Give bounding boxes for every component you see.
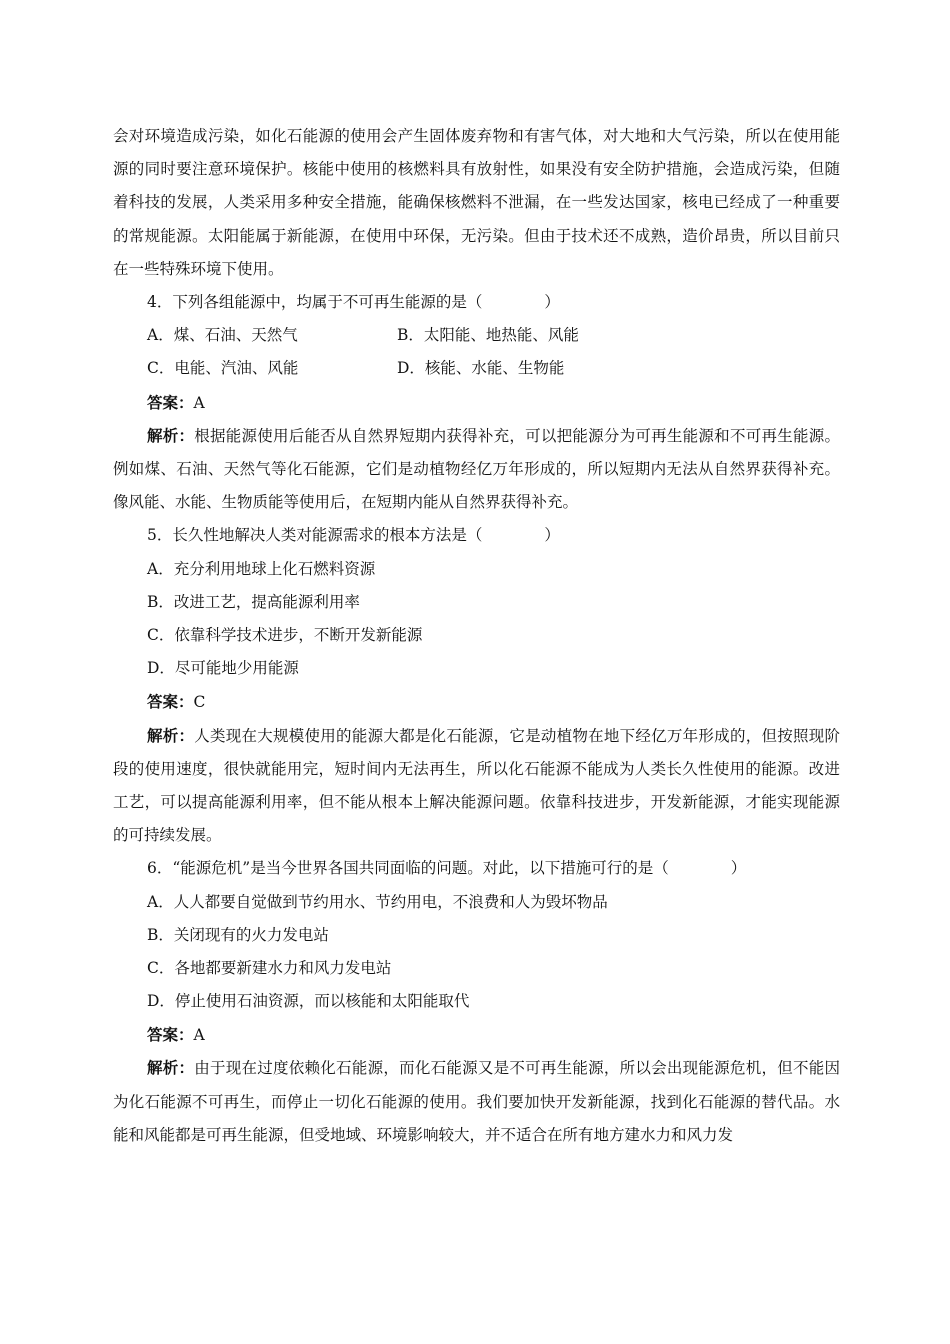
question-5-answer — [113, 685, 840, 718]
question-4-option-a: A．煤、石油、天然气 — [147, 326, 298, 345]
question-6-analysis — [113, 1051, 840, 1152]
question-6-option-d: D．停止使用石油资源，而以核能和太阳能取代 — [147, 992, 470, 1011]
intro-paragraph: 会对环境造成污染，如化石能源的使用会产生固体废弃物和有害气体，对大地和大气污染，所以在使用能源的同时要注意环境保护。核能中使用的核燃料具有放射性，如果没有安全防护措施，会造成污染，但随着科技的发展，人类采用多种安全措施，能确保核燃料不泄漏，在一些发达国家，核电已经成了一种重要的常规能源。太阳能属于新能源，在使用中环保，无污染。但由于技术还不成熟，造价昂贵，所以目前只在一些特殊环境下使用。 — [113, 127, 840, 278]
analysis-label: 解析： — [147, 725, 195, 745]
analysis-text: 人类现在大规模使用的能源大都是化石能源，它是动植物在地下经亿万年形成的，但按照现阶段的使用速度，很快就能用完，短时间内无法再生，所以化石能源不能成为人类长久性使用的能源。改进工艺，可以提高能源利用率，但不能从根本上解决能源问题。依靠科技进步，开发新能源，才能实现能源的可持续发展。 — [113, 726, 840, 845]
question-6-answer — [113, 1018, 840, 1051]
question-5-option-d: D．尽可能地少用能源 — [147, 659, 299, 678]
answer-label: 答案： — [147, 692, 194, 712]
question-6-option-b: B．关闭现有的火力发电站 — [147, 925, 329, 944]
question-5-stem: 5．长久性地解决人类对能源需求的根本方法是（ ） — [147, 526, 560, 545]
analysis-label: 解析： — [147, 425, 195, 445]
question-4-option-c: C．电能、汽油、风能 — [147, 359, 299, 378]
answer-value: A — [193, 393, 205, 412]
question-4-options-row-1 — [113, 319, 840, 352]
question-4-options-row-2 — [113, 352, 840, 385]
analysis-label: 解析： — [147, 1058, 195, 1078]
question-6-stem: 6．“能源危机”是当今世界各国共同面临的问题。对此，以下措施可行的是（ ） — [147, 859, 747, 878]
analysis-text: 根据能源使用后能否从自然界短期内获得补充，可以把能源分为可再生能源和不可再生能源。例如煤、石油、天然气等化石能源，它们是动植物经亿万年形成的，所以短期内无法从自然界获得补充。像风能、水能、生物质能等使用后，在短期内能从自然界获得补充。 — [113, 426, 840, 512]
answer-value: C — [193, 693, 206, 712]
question-4-analysis — [113, 419, 840, 520]
analysis-text: 由于现在过度依赖化石能源，而化石能源又是不可再生能源，所以会出现能源危机，但不能因为化石能源不可再生，而停止一切化石能源的使用。我们要加快开发新能源，找到化石能源的替代品。水能和风能都是可再生能源，但受地域、环境影响较大，并不适合在所有地方建水力和风力发 — [113, 1059, 840, 1144]
answer-value: A — [193, 1026, 205, 1045]
answer-label: 答案： — [147, 1025, 194, 1045]
question-5-analysis — [113, 719, 840, 853]
document-page — [113, 120, 840, 1152]
question-6-option-c: C．各地都要新建水力和风力发电站 — [147, 958, 392, 977]
question-5-option-c: C．依靠科学技术进步，不断开发新能源 — [147, 625, 423, 644]
question-4-stem: 4．下列各组能源中，均属于不可再生能源的是（ ） — [147, 293, 560, 312]
question-6-option-a: A．人人都要自觉做到节约用水、节约用电，不浪费和人为毁坏物品 — [147, 892, 608, 911]
answer-label: 答案： — [147, 392, 194, 412]
question-4-answer — [113, 386, 840, 419]
question-5-option-a: A．充分利用地球上化石燃料资源 — [147, 559, 376, 578]
question-4-option-d: D．核能、水能、生物能 — [397, 359, 565, 378]
question-5-option-b: B．改进工艺，提高能源利用率 — [147, 592, 360, 611]
question-4-option-b: B．太阳能、地热能、风能 — [397, 326, 579, 345]
